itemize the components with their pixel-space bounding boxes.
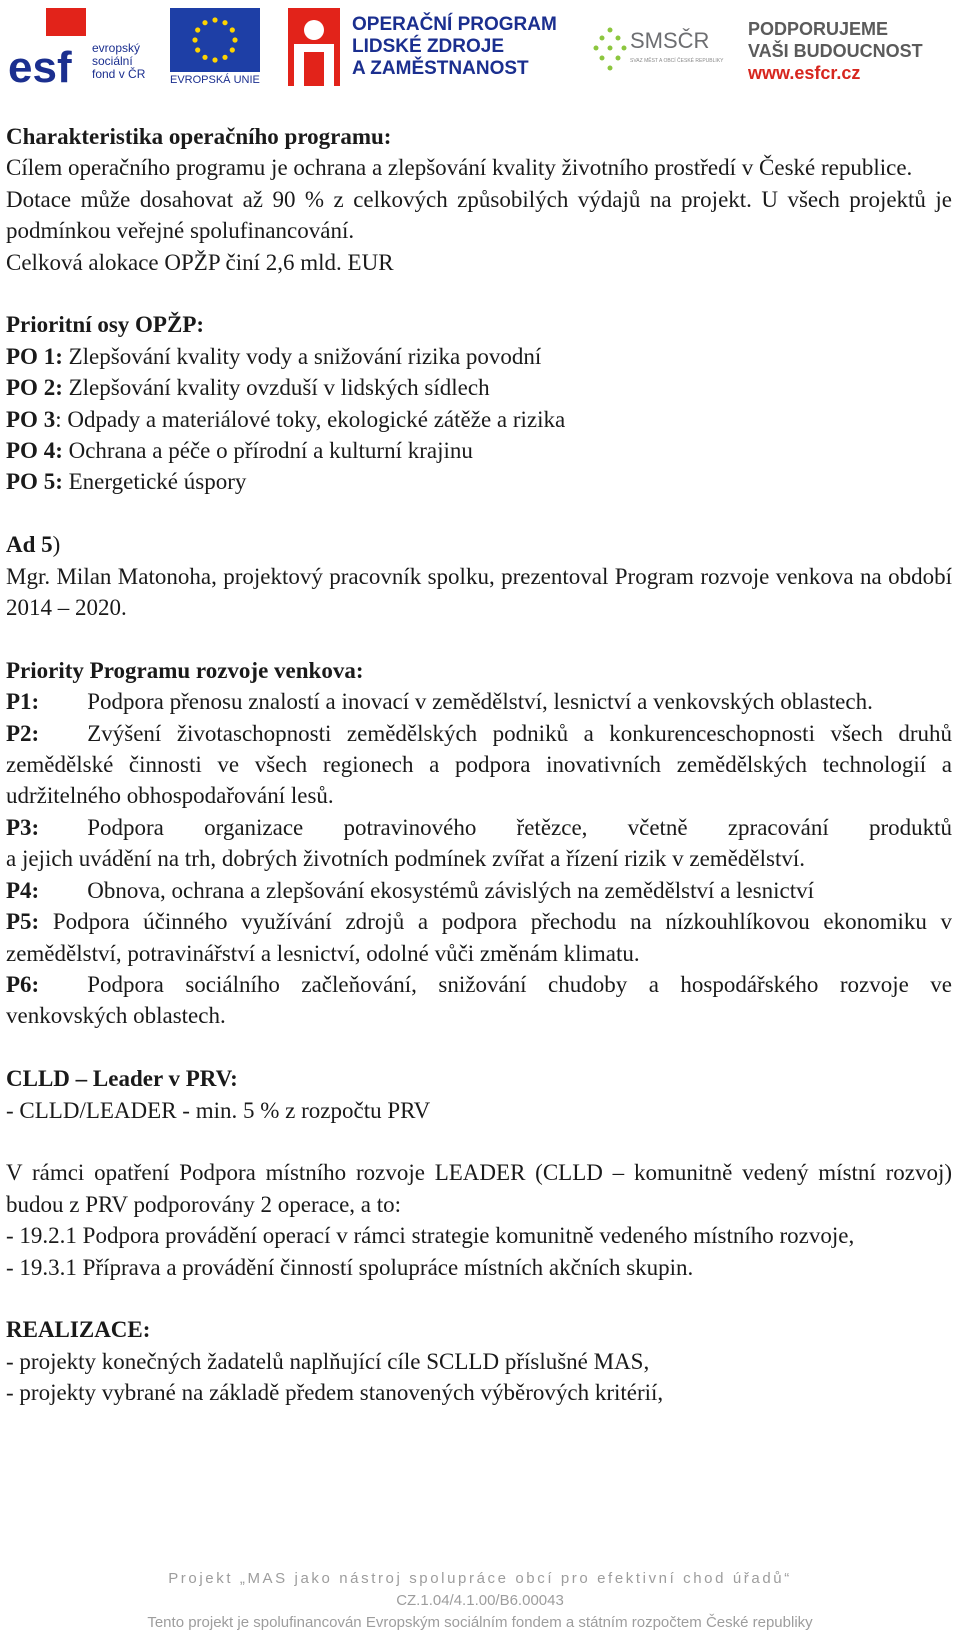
support-block bbox=[748, 18, 923, 84]
eu-flag-icon bbox=[170, 8, 260, 72]
footer-funding: Tento projekt je spolufinancován Evropským sociálním fondem a státním rozpočtem České republiky bbox=[147, 1614, 813, 1631]
esf-caption: evropský sociální fond v ČR bbox=[92, 41, 146, 81]
smscr-text: SMSČR bbox=[630, 28, 710, 53]
realizace-item: - projekty vybrané na základě předem stanovených výběrových kritérií, bbox=[6, 1380, 664, 1406]
ad5-text: Mgr. Milan Matonoha, projektový pracovník spolku, prezentoval Program rozvoje venkova na období 2014 – 2020. bbox=[6, 563, 952, 621]
axis-item: PO 4: Ochrana a péče o přírodní a kulturní krajinu bbox=[6, 438, 473, 464]
op-lzz-icon bbox=[288, 8, 340, 86]
esf-logo-text: esf bbox=[8, 43, 72, 88]
clld-budget: - CLLD/LEADER - min. 5 % z rozpočtu PRV bbox=[6, 1097, 431, 1123]
realizace-heading: REALIZACE: bbox=[6, 1317, 151, 1343]
esf-logo bbox=[6, 8, 86, 88]
support-line-2: VAŠI BUDOUCNOST bbox=[748, 41, 923, 61]
ad5-heading: Ad 5) bbox=[6, 532, 61, 558]
prv-priority: P2: Zvýšení životaschopnosti zemědělských podniků a konkurenceschopnosti všech druhů zemědělské činnosti ve všech regionech a podpora inovativních zemědělských technologií a udržitelného obhospodařování lesů. bbox=[6, 720, 952, 809]
clld-operation: - 19.2.1 Podpora provádění operací v rámci strategie komunitně vedeného místního rozvoje, bbox=[6, 1223, 855, 1249]
prv-priority: P6: Podpora sociálního začleňování, snižování chudoby a hospodářského rozvoje ve venkovských oblastech. bbox=[6, 971, 952, 1029]
document-body bbox=[6, 121, 952, 1409]
axis-item: PO 1: Zlepšování kvality vody a snižování rizika povodní bbox=[6, 343, 542, 369]
smscr-dots-icon bbox=[592, 24, 628, 82]
op-allocation: Celková alokace OPŽP činí 2,6 mld. EUR bbox=[6, 249, 394, 275]
clld-heading: CLLD – Leader v PRV: bbox=[6, 1066, 238, 1092]
axis-item: PO 3: Odpady a materiálové toky, ekologické zátěže a rizika bbox=[6, 406, 566, 432]
eu-logo bbox=[170, 8, 260, 86]
realizace-item: - projekty konečných žadatelů naplňující cíle SCLLD příslušné MAS, bbox=[6, 1348, 650, 1374]
clld-paragraph: V rámci opatření Podpora místního rozvoje LEADER (CLLD – komunitně vedený místní rozvoj) budou z PRV podporovány 2 operace, a to: bbox=[6, 1160, 952, 1217]
support-line-1: PODPORUJEME bbox=[748, 19, 889, 39]
logo-bar bbox=[0, 0, 960, 100]
axis-item: PO 5: Energetické úspory bbox=[6, 469, 247, 495]
footer-reg-number: CZ.1.04/4.1.00/B6.00043 bbox=[396, 1592, 564, 1609]
op-goal: Cílem operačního programu je ochrana a zlepšování kvality životního prostředí v České republice. bbox=[6, 155, 913, 181]
op-heading: Charakteristika operačního programu: bbox=[6, 124, 392, 149]
prv-priority: P3: Podpora organizace potravinového řetězce, včetně zpracování produktů bbox=[6, 814, 952, 840]
prv-priority: P4: Obnova, ochrana a zlepšování ekosystémů závislých na zemědělství a lesnictví bbox=[6, 877, 815, 903]
footer-project: Projekt „MAS jako nástroj spolupráce obcí pro efektivní chod úřadů“ bbox=[168, 1570, 792, 1587]
esfcr-link[interactable]: www.esfcr.cz bbox=[748, 63, 861, 83]
prv-heading: Priority Programu rozvoje venkova: bbox=[6, 657, 364, 683]
axes-heading: Prioritní osy OPŽP: bbox=[6, 312, 205, 338]
clld-operation: - 19.3.1 Příprava a provádění činností spolupráce místních akčních skupin. bbox=[6, 1254, 694, 1280]
smscr-logo bbox=[592, 24, 724, 82]
prv-priority-cont: a jejich uvádění na trh, dobrých životních podmínek zvířat a řízení rizik v zemědělství. bbox=[6, 846, 805, 872]
op-lzz-title: OPERAČNÍ PROGRAM LIDSKÉ ZDROJE A ZAMĚSTNANOST bbox=[352, 14, 557, 79]
axis-item: PO 2: Zlepšování kvality ovzduší v lidských sídlech bbox=[6, 375, 490, 401]
page-footer bbox=[0, 1568, 960, 1634]
smscr-subtitle: SVAZ MĚST A OBCÍ ČESKÉ REPUBLIKY bbox=[630, 58, 724, 64]
eu-label: EVROPSKÁ UNIE bbox=[170, 74, 260, 86]
op-subsidy: Dotace může dosahovat až 90 % z celkových způsobilých výdajů na projekt. U všech projektů je podmínkou veřejné spolufinancování. bbox=[6, 186, 952, 244]
prv-priority: P5: Podpora účinného využívání zdrojů a podpora přechodu na nízkouhlíkovou ekonomiku v zemědělství, potravinářství a lesnictví, odolné vůči změnám klimatu. bbox=[6, 909, 952, 966]
prv-priority: P1: Podpora přenosu znalostí a inovací v zemědělství, lesnictví a venkovských oblastech. bbox=[6, 689, 873, 715]
